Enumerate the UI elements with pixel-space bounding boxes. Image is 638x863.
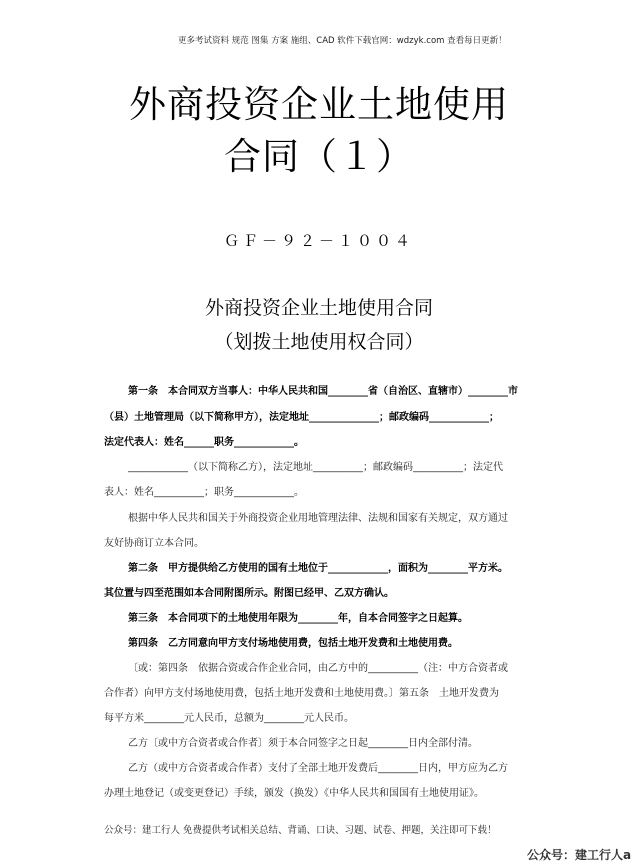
preamble-line: 根据中华人民共和国关于外商投资企业用地管理法律、法规和国家有关规定，双方通过 [128, 513, 508, 524]
page-header-note: 更多考试资料 规范 图集 方案 施组、CAD 软件下载官网：wdzyk.com 查看每日更新！ [178, 36, 507, 46]
preamble-line: 友好协商订立本合同。 [104, 538, 204, 549]
article-1-line: 表人：姓名__________；职务____________。 [104, 487, 304, 498]
document-title-line1: 外商投资企业土地使用 [129, 83, 509, 126]
article-1-line: 法定代表人：姓名______职务____________。 [104, 437, 304, 448]
payment-term-line: 乙方〔或中方合资者或合作者〕须于本合同签字之日起________日内全部付清。 [128, 738, 478, 749]
article-1-line: 第一条 本合同双方当事人：中华人民共和国________省（自治区、直辖市）________市 [128, 386, 518, 397]
document-title-line2: 合同（１） [224, 135, 414, 178]
article-4-alt-line: 合作者）向甲方支付场地使用费，包括土地开发费和土地使用费。〕第五条 土地开发费为 [104, 688, 499, 699]
article-3-line: 第三条 本合同项下的土地使用年限为________年，自本合同签字之日起算。 [128, 613, 468, 624]
page-footer-note: 公众号：建工行人 免费提供考试相关总结、背诵、口诀、习题、试卷、押题，关注即可下载！ [104, 825, 497, 836]
subtitle-line1: 外商投资企业土地使用合同 [204, 297, 433, 319]
watermark-text: 公众号：建工行人a [527, 848, 632, 862]
article-4-alt-line: 〔或：第四条 依据合资或合作企业合同，由乙方中的__________（注：中方合资者或 [128, 663, 508, 674]
document-code: ＧＦ－９２－１００４ [223, 232, 414, 250]
article-1-line: ____________（以下简称乙方），法定地址__________；邮政编码__________；法定代 [128, 462, 503, 473]
subtitle-line2: （划拨土地使用权合同） [214, 331, 424, 353]
article-4-line: 第四条 乙方同意向甲方支付场地使用费，包括土地开发费和土地使用费。 [128, 638, 458, 649]
article-2-line: 其位置与四至范围如本合同附图所示。附图已经甲、乙双方确认。 [104, 588, 394, 599]
article-5-line: 每平方米________元人民币，总额为________元人民币。 [104, 713, 354, 724]
registration-line: 办理土地登记（或变更登记）手续，颁发（换发）《中华人民共和国国有土地使用证》。 [104, 788, 484, 799]
registration-line: 乙方（或中方合资者或合作者）支付了全部土地开发费后________日内，甲方应为乙方 [128, 763, 508, 774]
article-1-line: （县）土地管理局（以下简称甲方），法定地址______________；邮政编码____________； [104, 412, 499, 423]
article-2-line: 第二条 甲方提供给乙方使用的国有土地位于____________，面积为________平方米。 [128, 563, 508, 574]
